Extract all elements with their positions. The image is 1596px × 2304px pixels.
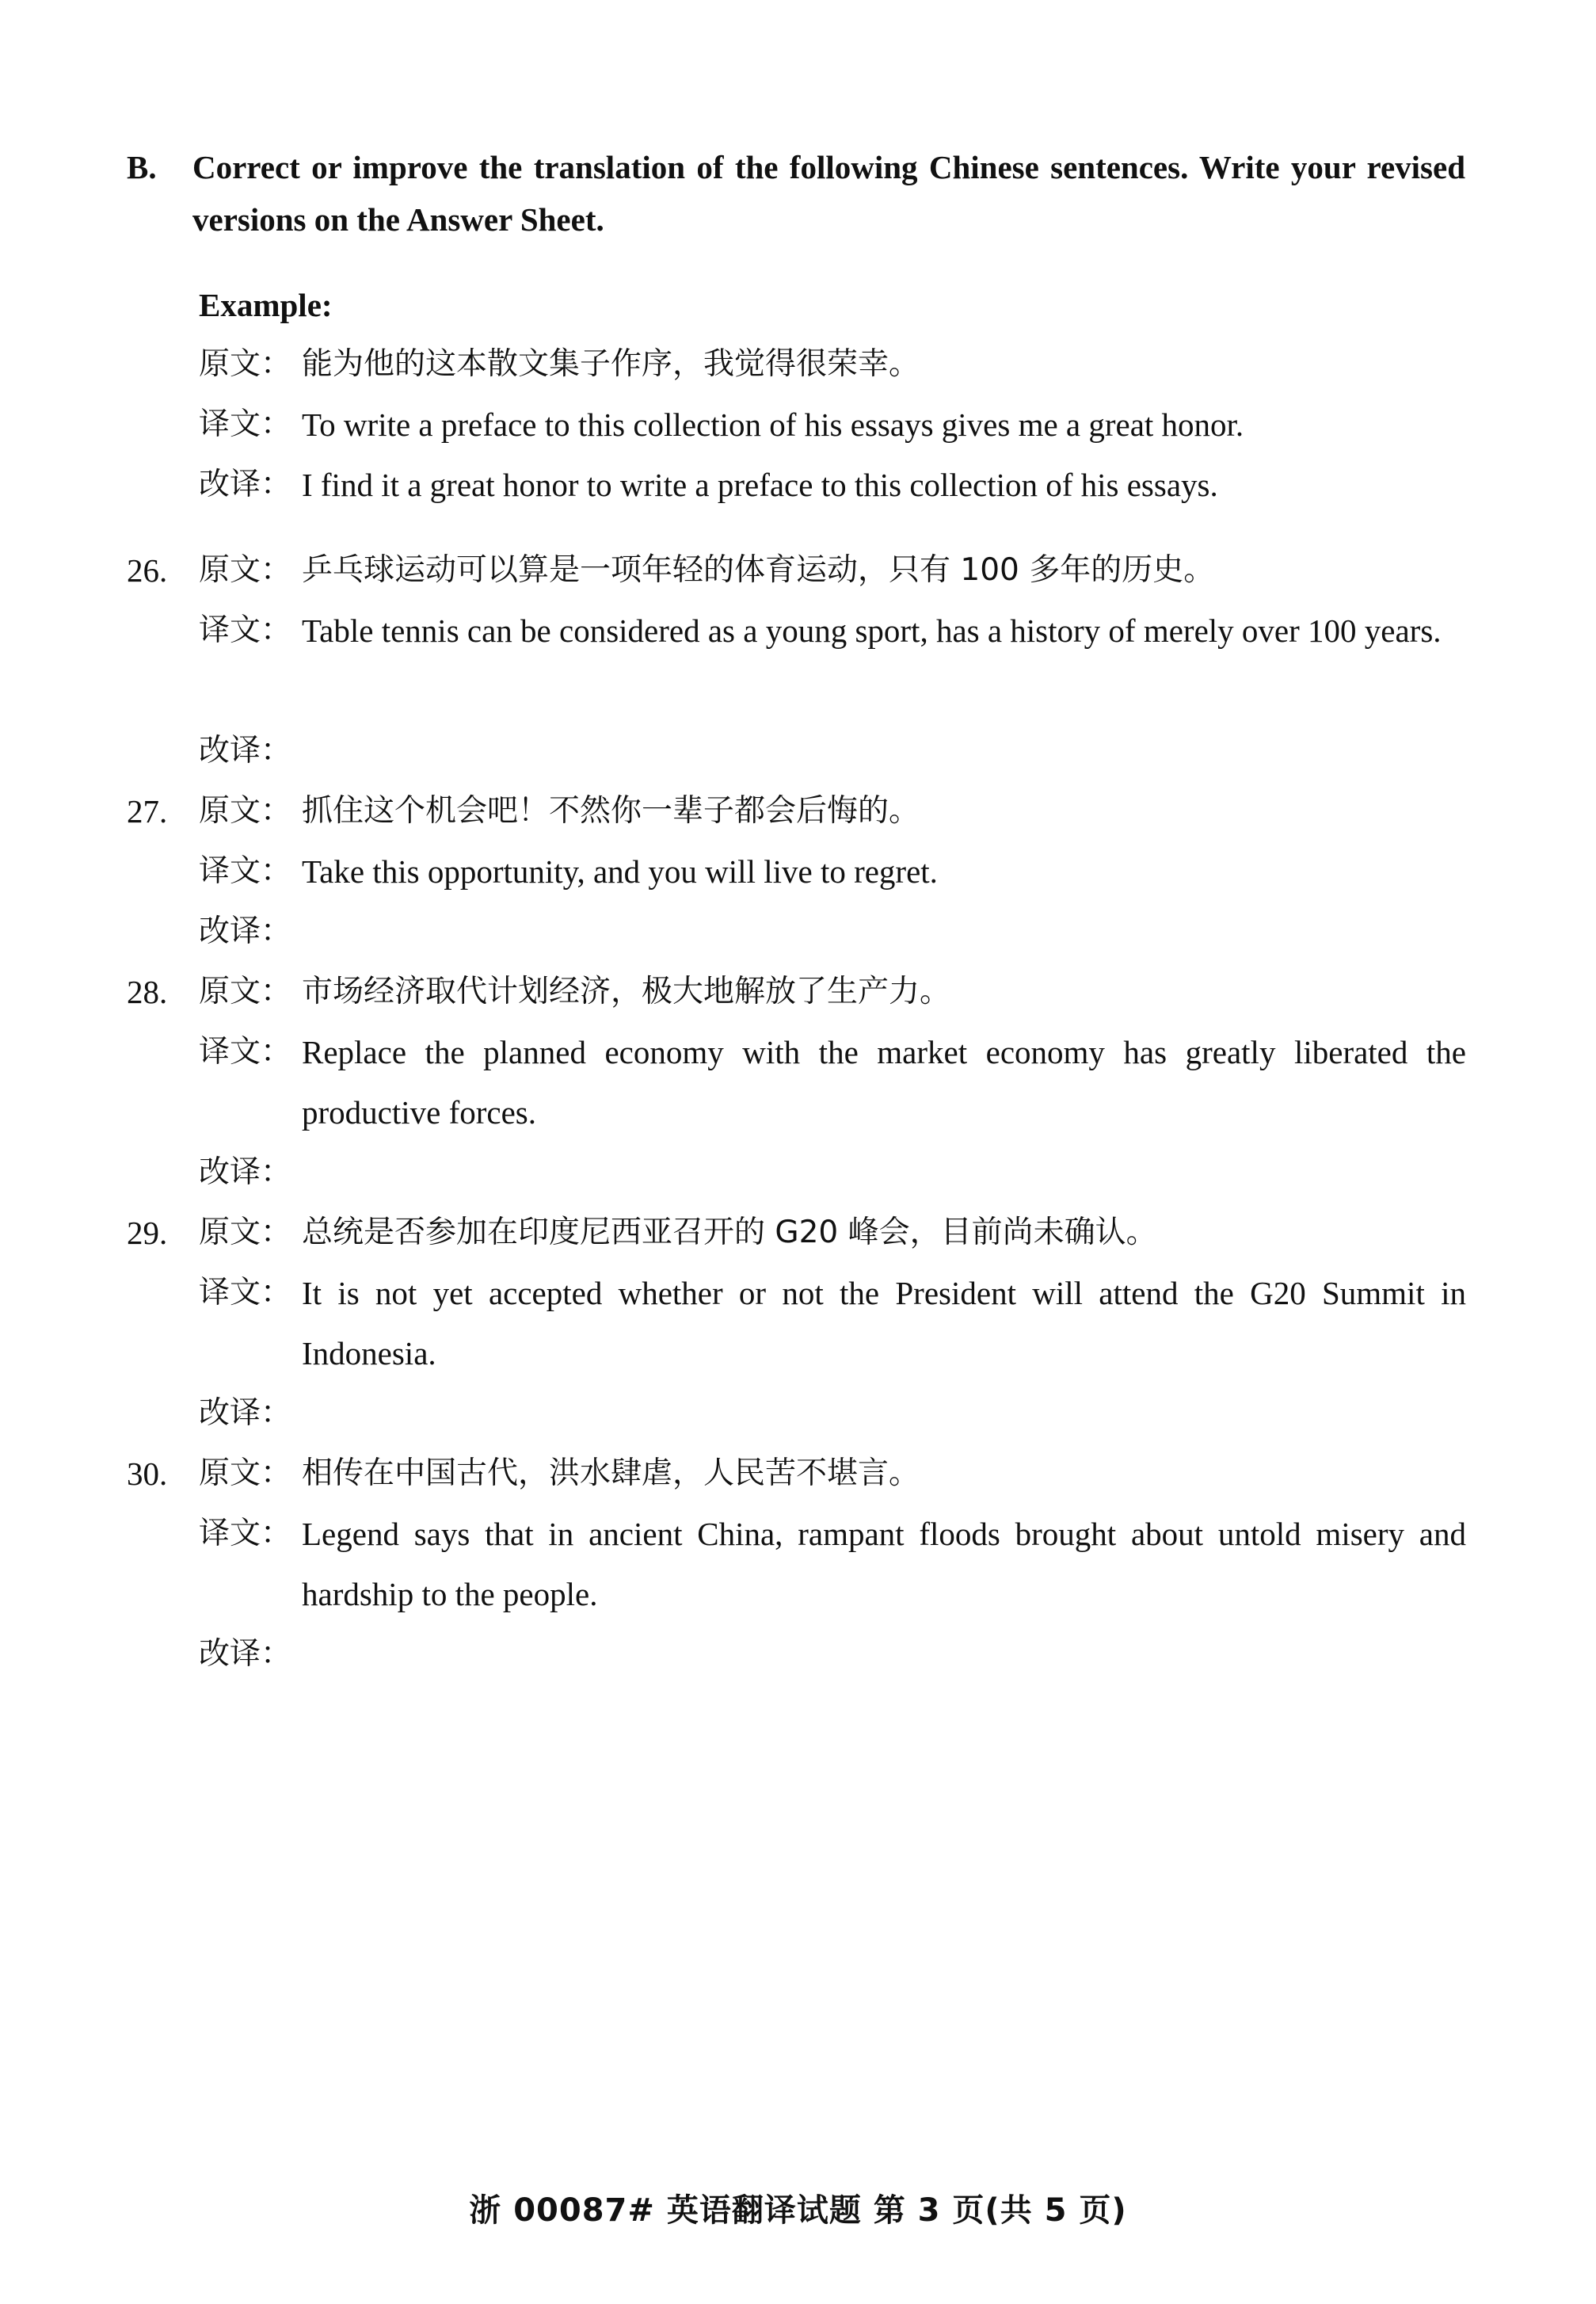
question-26-revision-line [0, 721, 1596, 781]
question-30-revision-line [0, 1624, 1596, 1684]
question-28-translation-line [0, 1022, 1596, 1131]
page-footer: 浙 00087# 英语翻译试题 第 3 页(共 5 页) [469, 2192, 1127, 2229]
example-source-text: 能为他的这本散文集子作序，我觉得很荣幸。 [302, 346, 920, 382]
source-label: 原文： [199, 552, 292, 588]
translation-label: 译文： [199, 1034, 292, 1070]
example-translation-text: To write a preface to this collection of his essays gives me a great honor. [302, 406, 1244, 443]
question-30-source-line [0, 1444, 1596, 1504]
question-27-translation-line [0, 841, 1596, 902]
question-27-revision-line [0, 902, 1596, 962]
question-26-translation-line [0, 601, 1596, 661]
revision-label: 改译： [199, 914, 292, 949]
question-source-text: 乒乓球运动可以算是一项年轻的体育运动，只有 100 多年的历史。 [302, 552, 1215, 588]
question-source-text: 抓住这个机会吧！不然你一辈子都会后悔的。 [302, 793, 920, 829]
question-translation-text: Table tennis can be considered as a young sport, has a history of merely over 100 years. [302, 612, 1442, 649]
translation-label: 译文： [199, 406, 292, 442]
example-revision-text: I find it a great honor to write a preface to this collection of his essays. [302, 467, 1218, 503]
question-translation-text: Replace the planned economy with the market economy has greatly liberated the productive forces. [302, 1034, 1466, 1131]
question-translation-text: Legend says that in ancient China, rampant floods brought about untold misery and hardship to the people. [302, 1516, 1466, 1612]
translation-label: 译文： [199, 612, 292, 648]
translation-label: 译文： [199, 1516, 292, 1551]
question-translation-text: It is not yet accepted whether or not the President will attend the G20 Summit in Indonesia. [302, 1275, 1466, 1371]
example-translation-line [0, 395, 1596, 455]
source-label: 原文： [199, 346, 292, 382]
source-label: 原文： [199, 793, 292, 829]
question-number: 28. [127, 974, 168, 1010]
revision-label: 改译： [199, 1636, 292, 1672]
section-letter: B. [127, 149, 157, 185]
source-label: 原文： [199, 1455, 292, 1491]
section-b-instruction [127, 141, 1465, 246]
question-29-translation-line [0, 1263, 1596, 1371]
question-number: 26. [127, 552, 168, 589]
question-translation-text: Take this opportunity, and you will live to regret. [302, 853, 938, 890]
revision-label: 改译： [199, 733, 292, 769]
question-28-source-line [0, 962, 1596, 1022]
question-source-text: 相传在中国古代，洪水肆虐，人民苦不堪言。 [302, 1455, 920, 1491]
example-title: Example: [199, 287, 333, 323]
translation-label: 译文： [199, 1275, 292, 1310]
source-label: 原文： [199, 1215, 292, 1250]
question-26-source-line [0, 540, 1596, 601]
question-number: 27. [127, 793, 168, 830]
question-27-source-line [0, 781, 1596, 841]
revision-label: 改译： [199, 1395, 292, 1431]
question-28-revision-line [0, 1142, 1596, 1203]
revision-label: 改译： [199, 467, 292, 502]
question-source-text: 总统是否参加在印度尼西亚召开的 G20 峰会，目前尚未确认。 [302, 1215, 1157, 1250]
question-29-revision-line [0, 1383, 1596, 1444]
translation-label: 译文： [199, 853, 292, 889]
revision-label: 改译： [199, 1154, 292, 1190]
question-30-translation-line [0, 1504, 1596, 1612]
section-instruction-text: Correct or improve the translation of the following Chinese sentences. Write your revised versions on the Answer Sheet. [192, 149, 1465, 238]
question-number: 30. [127, 1455, 168, 1492]
question-number: 29. [127, 1215, 168, 1251]
example-source-line [0, 334, 1596, 395]
question-source-text: 市场经济取代计划经济，极大地解放了生产力。 [302, 974, 951, 1009]
example-revision-line [0, 455, 1596, 515]
source-label: 原文： [199, 974, 292, 1009]
question-29-source-line [0, 1203, 1596, 1263]
